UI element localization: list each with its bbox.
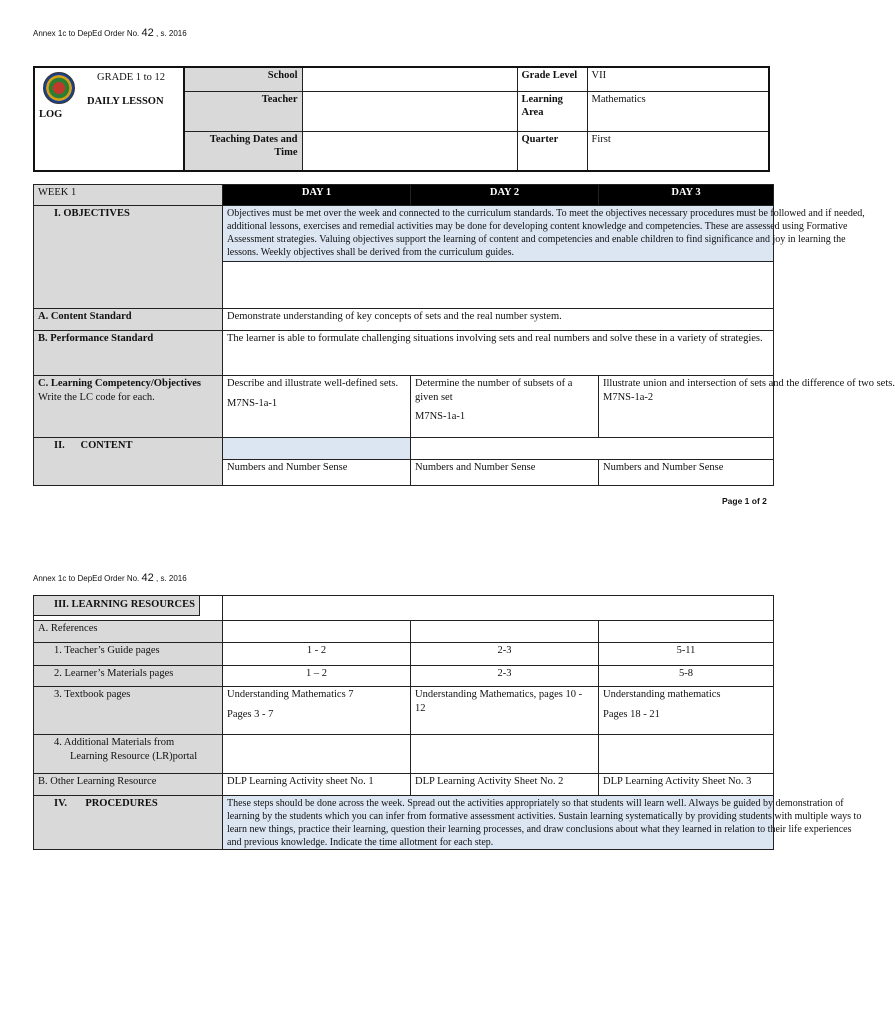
content-standard-label: A. Content Standard <box>34 309 223 331</box>
lc-day-2[interactable] <box>411 376 599 438</box>
learners-materials-day-1: 1 – 2 <box>223 666 411 687</box>
header-title-cell <box>34 67 184 171</box>
learners-materials-day-3: 5-8 <box>599 666 774 687</box>
lc-day-1-code: M7NS-1a-1 <box>227 397 278 409</box>
learners-materials-day-2: 2-3 <box>411 666 599 687</box>
annex-prefix-2: Annex 1c to DepEd Order No. <box>33 574 140 583</box>
school-label: School <box>184 67 302 91</box>
textbook-day-1 <box>223 687 411 735</box>
log-title: LOG <box>39 109 63 121</box>
lc-day-1-text: Describe and illustrate well-defined sets. <box>227 378 399 389</box>
teachers-guide-day-1: 1 - 2 <box>223 643 411 666</box>
annex-reference <box>33 27 187 39</box>
deped-seal-icon <box>43 72 75 104</box>
objectives-table <box>33 184 895 486</box>
learning-area-label <box>517 91 587 131</box>
header-table <box>33 66 770 172</box>
textbook-day-1-title: Understanding Mathematics 7 <box>227 689 354 700</box>
objectives-blank[interactable] <box>223 262 774 309</box>
lc-day-3-code: M7NS-1a-2 <box>603 391 654 403</box>
lc-day-2-text: Determine the number of subsets of a given set <box>415 378 573 403</box>
quarter-field[interactable]: First <box>587 131 769 171</box>
textbook-day-3-pages: Pages 18 - 21 <box>603 708 660 720</box>
grade-level-label: Grade Level <box>517 67 587 91</box>
teaching-dates-label-line2: Time <box>274 147 298 159</box>
day-3-header: DAY 3 <box>599 185 774 206</box>
textbook-day-2-title: Understanding Mathematics, pages 10 - 12 <box>415 689 583 714</box>
teacher-field[interactable] <box>302 91 517 131</box>
content-standard-text: Demonstrate understanding of key concepts of sets and the real number system. <box>223 309 774 331</box>
teachers-guide-day-3: 5-11 <box>599 643 774 666</box>
other-resource-label: B. Other Learning Resource <box>34 774 223 796</box>
week-label: WEEK 1 <box>34 185 223 206</box>
other-resource-day-3: DLP Learning Activity Sheet No. 3 <box>599 774 774 796</box>
objectives-label: I. OBJECTIVES <box>34 206 223 309</box>
annex-suffix: , s. 2016 <box>156 29 187 38</box>
teaching-dates-label-line1: Teaching Dates and <box>209 133 298 145</box>
resources-table <box>33 595 862 850</box>
annex-reference-2 <box>33 572 187 584</box>
teaching-dates-label <box>184 131 302 171</box>
content-blank-day-2-3[interactable] <box>411 438 774 460</box>
additional-materials-label <box>34 735 223 774</box>
lc-day-2-code: M7NS-1a-1 <box>415 411 466 423</box>
school-field[interactable] <box>302 67 517 91</box>
objectives-text-cell <box>223 206 865 262</box>
teachers-guide-label: 1. Teacher’s Guide pages <box>34 643 223 666</box>
teacher-label: Teacher <box>184 91 302 131</box>
content-blank-day-1[interactable] <box>223 438 411 460</box>
content-day-3: Numbers and Number Sense <box>599 460 774 486</box>
annex-number: 42 <box>141 27 154 39</box>
references-day-2[interactable] <box>411 621 599 643</box>
annex-prefix: Annex 1c to DepEd Order No. <box>33 29 140 38</box>
lc-day-1[interactable] <box>223 376 411 438</box>
objectives-text: Objectives must be met over the week and connected to the curriculum standards. To meet the objectives necessary procedures must be followed and if needed, additional lessons, exercises and remedial activities may be done for developing content knowledge and competencies. These are assessed using Formative Assessment strategies. Valuing objectives support the learning of content and competencies and enable children to find significance and joy in learning the lessons. Weekly objectives shall be derived from the curriculum guides. <box>227 208 865 258</box>
references-day-3[interactable] <box>599 621 774 643</box>
additional-materials-line1: 4. Additional Materials from <box>54 737 175 748</box>
learners-materials-label: 2. Learner’s Materials pages <box>34 666 223 687</box>
daily-lesson-title: DAILY LESSON <box>87 95 164 107</box>
resources-blank <box>223 596 774 621</box>
teachers-guide-day-2: 2-3 <box>411 643 599 666</box>
page-footer: Page 1 of 2 <box>722 496 767 506</box>
learning-area-label-line2: Area <box>521 107 544 119</box>
annex-suffix-2: , s. 2016 <box>156 574 187 583</box>
content-day-2: Numbers and Number Sense <box>411 460 599 486</box>
lc-day-3[interactable] <box>599 376 895 438</box>
resources-label-cell <box>34 596 223 621</box>
performance-standard-label: B. Performance Standard <box>34 331 223 376</box>
additional-day-2[interactable] <box>411 735 599 774</box>
procedures-label: IV. PROCEDURES <box>34 796 223 850</box>
other-resource-day-2: DLP Learning Activity Sheet No. 2 <box>411 774 599 796</box>
additional-day-1[interactable] <box>223 735 411 774</box>
additional-day-3[interactable] <box>599 735 774 774</box>
learning-area-field[interactable]: Mathematics <box>587 91 769 131</box>
procedures-text-cell <box>223 796 862 850</box>
textbook-day-3 <box>599 687 774 735</box>
additional-materials-line2: Learning Resource (LR)portal <box>70 750 198 762</box>
learning-competency-label <box>34 376 223 438</box>
grade-level-field[interactable]: VII <box>587 67 769 91</box>
references-label: A. References <box>34 621 223 643</box>
learning-competency-title: C. Learning Competency/Objectives <box>38 378 202 389</box>
teaching-dates-field[interactable] <box>302 131 517 171</box>
textbook-day-3-title: Understanding mathematics <box>603 689 721 700</box>
content-day-1: Numbers and Number Sense <box>223 460 411 486</box>
references-day-1[interactable] <box>223 621 411 643</box>
annex-number-2: 42 <box>141 572 154 584</box>
quarter-label: Quarter <box>517 131 587 171</box>
content-label: II. CONTENT <box>34 438 223 486</box>
grade-range: GRADE 1 to 12 <box>97 72 165 83</box>
resources-label: III. LEARNING RESOURCES <box>34 596 200 616</box>
procedures-text: These steps should be done across the week. Spread out the activities appropriately so that students will learn well. Always be guided by demonstration of learning by the students which you can infer from formative assessment activities. Sustain learning systematically by providing students with multiple ways to learn new things, practice their learning, question their learning processes, and draw conclusions about what they learned in relation to their life experiences and previous knowledge. Indicate the time allotment for each step. <box>227 798 862 848</box>
lc-day-3-text: Illustrate union and intersection of sets and the difference of two sets. <box>603 378 895 389</box>
day-1-header: DAY 1 <box>223 185 411 206</box>
textbook-label: 3. Textbook pages <box>34 687 223 735</box>
textbook-day-2 <box>411 687 599 735</box>
other-resource-day-1: DLP Learning Activity sheet No. 1 <box>223 774 411 796</box>
learning-area-label-line1: Learning <box>521 93 563 105</box>
day-2-header: DAY 2 <box>411 185 599 206</box>
performance-standard-text: The learner is able to formulate challenging situations involving sets and real numbers and solve these in a variety of strategies. <box>223 331 774 376</box>
learning-competency-sub: Write the LC code for each. <box>38 391 155 403</box>
textbook-day-1-pages: Pages 3 - 7 <box>227 708 274 720</box>
